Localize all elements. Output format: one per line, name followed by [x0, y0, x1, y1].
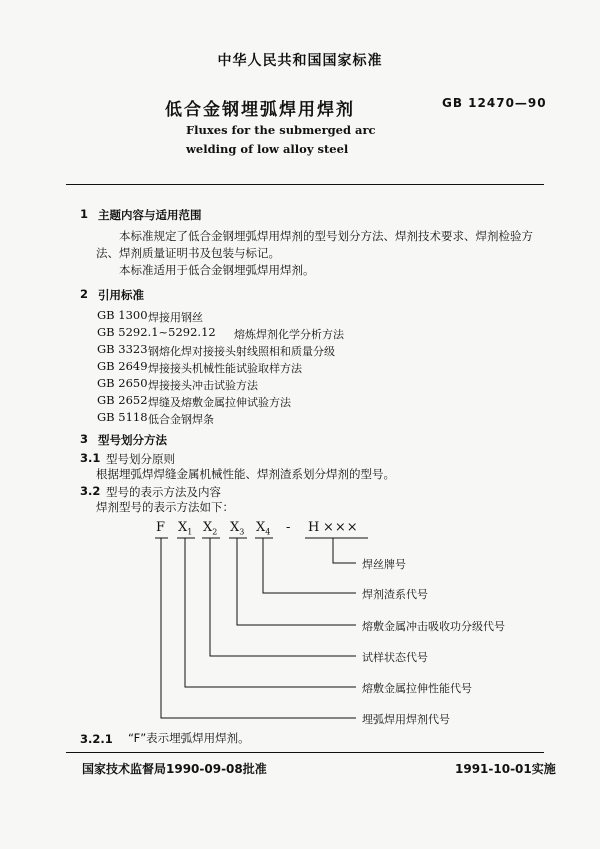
- implementation-date: 1991-10-01实施: [455, 762, 556, 776]
- document-title-en-line2: welding of low alloy steel: [186, 142, 349, 156]
- leader-sample-state: [210, 538, 356, 656]
- code-letter-h: H: [308, 520, 320, 535]
- reference-code: GB 5118: [97, 410, 148, 424]
- reference-name: 焊接接头机械性能试验取样方法: [148, 362, 302, 375]
- reference-code: GB 5292.1~5292.12: [97, 325, 216, 339]
- leader-tensile: [185, 538, 356, 687]
- section3-title: 型号划分方法: [98, 433, 167, 447]
- label-tensile-properties: 熔敷金属拉伸性能代号: [362, 682, 472, 695]
- section1-title: 主题内容与适用范围: [98, 208, 202, 222]
- section3-2-title: 型号的表示方法及内容: [106, 485, 221, 499]
- leader-flux-code: [161, 538, 356, 718]
- label-flux-code: 埋弧焊用焊剂代号: [362, 713, 450, 726]
- reference-name: 熔炼焊剂化学分析方法: [234, 328, 344, 341]
- code-x1: $X_1$: [178, 520, 193, 537]
- label-wire-grade: 焊丝牌号: [362, 558, 406, 571]
- section3-1-text: 根据埋弧焊焊缝金属机械性能、焊剂渣系划分焊剂的型号。: [96, 467, 395, 481]
- label-impact-energy: 熔敷金属冲击吸收功分级代号: [362, 620, 505, 633]
- section1-number: 1: [80, 207, 89, 221]
- section1-paragraph1: 本标准规定了低合金钢埋弧焊用焊剂的型号划分方法、焊剂技术要求、焊剂检验方法、焊剂质量证明书及包装与标记。: [96, 229, 533, 260]
- section3-1-title: 型号划分原则: [106, 452, 175, 466]
- reference-code: GB 1300: [97, 308, 148, 322]
- footer-rule: [66, 752, 544, 753]
- reference-code: GB 2650: [97, 376, 148, 390]
- leader-impact-energy: [237, 538, 356, 625]
- section3-2-text: 焊剂型号的表示方法如下：: [96, 500, 234, 514]
- reference-name: 焊接用钢丝: [148, 311, 203, 324]
- label-slag-system: 焊剂渣系代号: [362, 588, 428, 601]
- label-sample-state: 试样状态代号: [362, 651, 428, 664]
- reference-code: GB 3323: [97, 342, 148, 356]
- reference-code: GB 2652: [97, 393, 148, 407]
- code-letter-f: F: [156, 520, 166, 535]
- section3-number: 3: [80, 432, 89, 446]
- section1-paragraph2: 本标准适用于低合金钢埋弧焊用焊剂。: [119, 263, 315, 277]
- reference-name: 低合金钢焊条: [148, 413, 214, 426]
- reference-code: GB 2649: [97, 359, 148, 373]
- reference-name: 钢熔化焊对接接头射线照相和质量分级: [148, 345, 335, 358]
- code-wire-grade: ×××: [323, 520, 359, 535]
- section3-1-number: 3.1: [80, 451, 101, 465]
- section3-2-1-text: “F”表示埋弧焊用焊剂。: [128, 731, 250, 745]
- section2-number: 2: [80, 287, 89, 301]
- document-title-en-line1: Fluxes for the submerged arc: [186, 123, 376, 137]
- section3-2-1-number: 3.2.1: [80, 732, 113, 746]
- code-x2: $X_2$: [203, 520, 218, 537]
- reference-name: 焊缝及熔敷金属拉伸试验方法: [148, 396, 291, 409]
- leader-wire-grade: [333, 538, 356, 563]
- leader-slag-system: [263, 538, 356, 593]
- code-dash: -: [286, 520, 291, 535]
- reference-name: 焊接接头冲击试验方法: [148, 379, 258, 392]
- code-x3: $X_3$: [230, 520, 245, 537]
- document-title-cn: 低合金钢埋弧焊用焊剂: [165, 100, 355, 120]
- national-standard-heading: 中华人民共和国国家标准: [217, 53, 383, 69]
- code-x4: $X_4$: [256, 520, 271, 537]
- section2-title: 引用标准: [98, 288, 144, 302]
- approval-date: 国家技术监督局1990-09-08批准: [82, 762, 267, 776]
- section3-2-number: 3.2: [80, 484, 101, 498]
- standard-code: GB 12470—90: [442, 96, 547, 110]
